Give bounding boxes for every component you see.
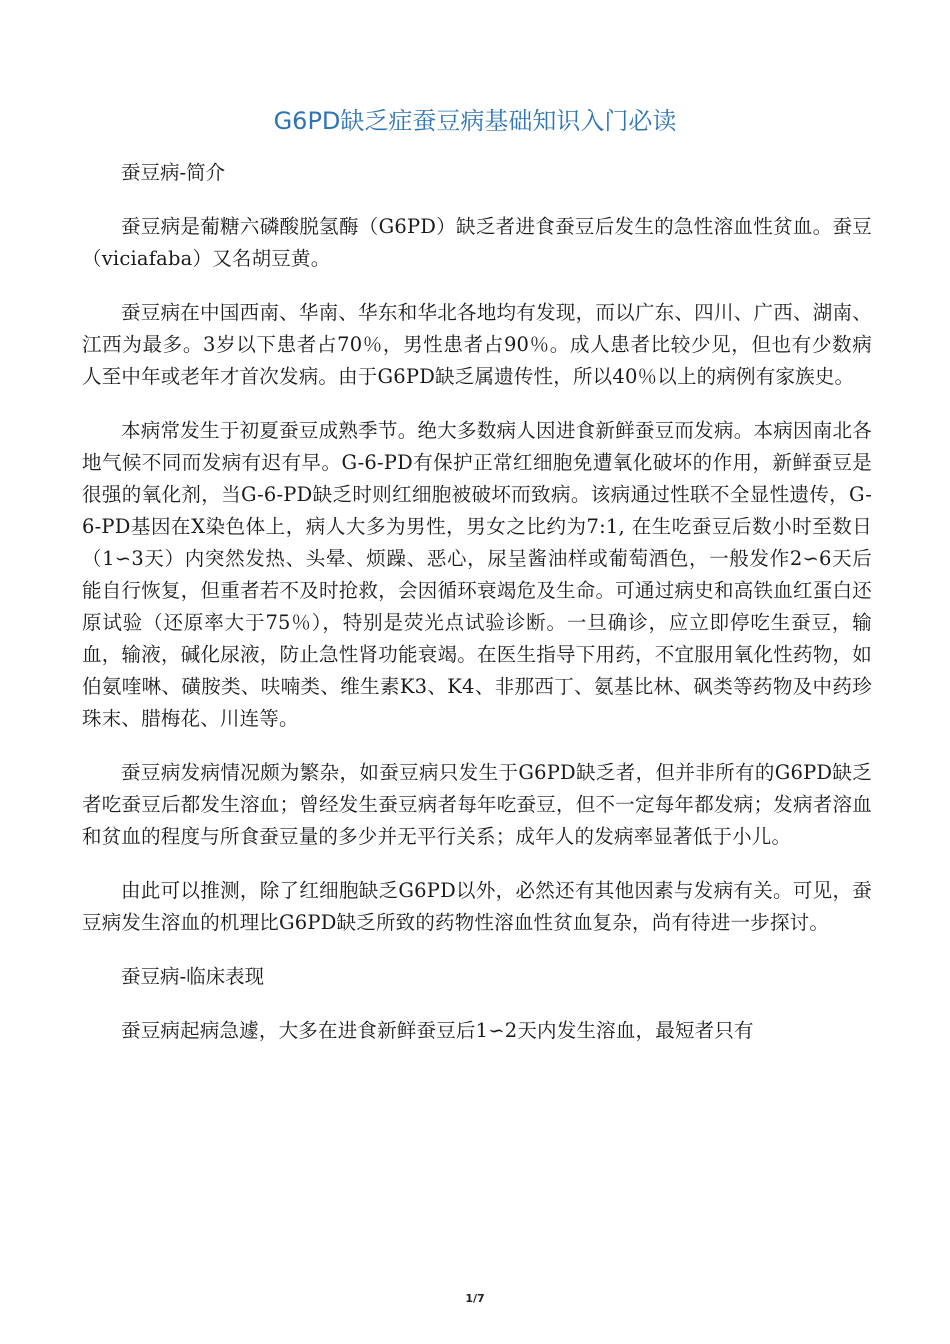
section-heading-intro: 蚕豆病-简介 [121,161,226,184]
paragraph-pathogenesis: 本病常发生于初夏蚕豆成熟季节。绝大多数病人因进食新鲜蚕豆而发病。本病因南北各地气候不同而发病有迟有早。G-6-PD有保护正常红细胞免遭氧化破坏的作用，新鲜蚕豆是很强的氧化剂，当G-6-PD缺乏时则红细胞被破坏而致病。该病通过性联不全显性遗传，G-6-PD基因在X染色体上，病人大多为男性，男女之比约为7:1, 在生吃蚕豆后数小时至数日（1∽3天）内突然发热、头晕、烦躁、恶心，尿呈酱油样或葡萄酒色，一般发作2∽6天后能自行恢复，但重者若不及时抢救，会因循环衰竭危及生命。可通过病史和高铁血红蛋白还原试验（还原率大于75％），特别是荧光点试验诊断。一旦确诊，应立即停吃生蚕豆，输血，输液，碱化尿液，防止急性肾功能衰竭。在医生指导下用药，不宜服用氧化性药物，如伯氨喹啉、磺胺类、呋喃类、维生素K3、K4、非那西丁、氨基比林、砜类等药物及中药珍珠末、腊梅花、川连等。 [82,419,872,730]
paragraph-clinical-onset: 蚕豆病起病急遽，大多在进食新鲜蚕豆后1∽2天内发生溶血，最短者只有 [121,1019,754,1042]
paragraph-distribution: 蚕豆病在中国西南、华南、华东和华北各地均有发现，而以广东、四川、广西、湖南、江西为最多。3岁以下患者占70％，男性患者占90％。成人患者比较少见，但也有少数病人至中年或老年才首次发病。由于G6PD缺乏属遗传性，所以40％以上的病例有家族史。 [82,301,872,388]
document-title: G6PD缺乏症蚕豆病基础知识入门必读 [273,107,677,135]
section-heading-clinical: 蚕豆病-临床表现 [121,965,265,988]
paragraph-complexity: 蚕豆病发病情况颇为繁杂，如蚕豆病只发生于G6PD缺乏者，但并非所有的G6PD缺乏者吃蚕豆后都发生溶血；曾经发生蚕豆病者每年吃蚕豆，但不一定每年都发病；发病者溶血和贫血的程度与所食蚕豆量的多少并无平行关系；成年人的发病率显著低于小儿。 [82,761,872,848]
paragraph-definition: 蚕豆病是葡糖六磷酸脱氢酶（G6PD）缺乏者进食蚕豆后发生的急性溶血性贫血。蚕豆（viciafaba）又名胡豆黄。 [82,215,872,270]
page-number: 1/7 [465,1292,485,1305]
document-body [82,157,872,1047]
paragraph-inference: 由此可以推测，除了红细胞缺乏G6PD以外，必然还有其他因素与发病有关。可见，蚕豆病发生溶血的机理比G6PD缺乏所致的药物性溶血性贫血复杂，尚有待进一步探讨。 [82,879,872,934]
